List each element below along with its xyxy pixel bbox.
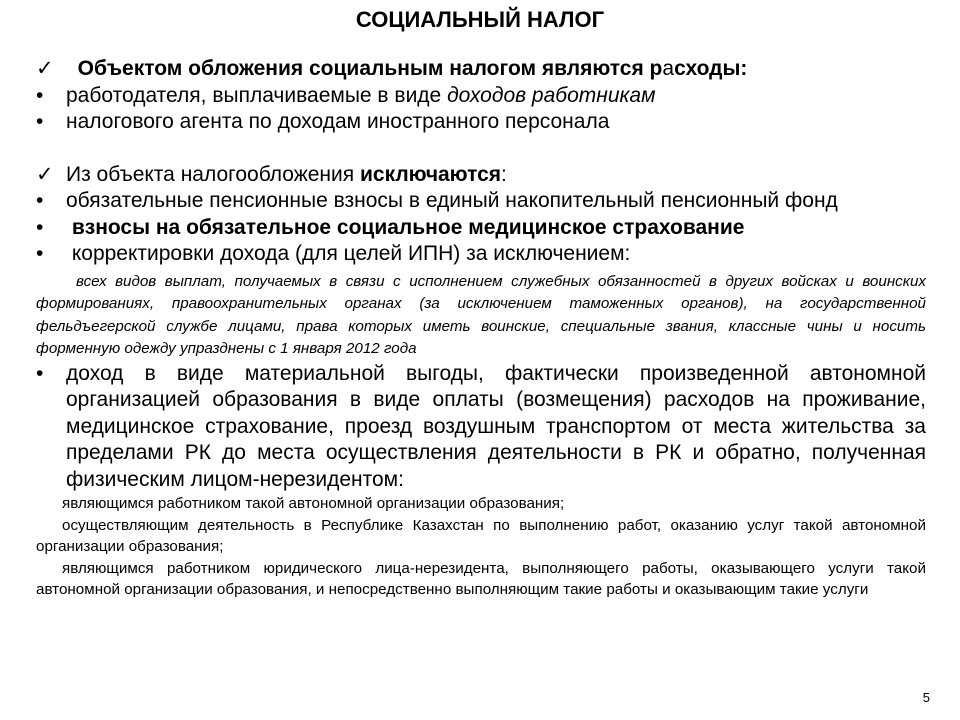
bullet-icon: • xyxy=(36,110,44,133)
list-item xyxy=(36,188,926,215)
sub-item-2: осуществляющим деятельность в Республике Казахстан по выполнению работ, оказанию услуг такой автономной организации образования; xyxy=(36,516,926,555)
section1-item1-plain: работодателя, выплачиваемые в виде xyxy=(66,83,448,107)
page-number: 5 xyxy=(922,690,930,705)
section1-heading-bold: Объектом обложения социальным налогом являются р xyxy=(77,57,663,80)
spacer xyxy=(36,136,926,162)
section2-heading-bold: исключаются xyxy=(359,162,502,186)
list-item xyxy=(36,215,926,242)
sub-item-3: являющимся работником юридического лица-нерезидента, выполняющего работы, оказывающего услуги такой автономной организации образования, и непосредственно выполняющим такие работы и оказывающим такие услуги xyxy=(36,559,926,598)
section1-heading xyxy=(36,56,926,83)
section2-item1: обязательные пенсионные взносы в единый накопительный пенсионный фонд xyxy=(66,189,838,212)
sub-item-1: являющимся работником такой автономной организации образования; xyxy=(62,495,565,512)
list-item xyxy=(36,109,926,136)
section2-heading-plain: Из объекта налогообложения xyxy=(66,162,360,186)
section2-heading xyxy=(36,162,926,189)
bullet-icon: • xyxy=(36,215,44,239)
bullet-icon: • xyxy=(36,83,44,107)
check-icon: ✓ xyxy=(36,57,54,80)
bullet-icon: • xyxy=(36,242,44,265)
section2-item2: взносы на обязательное социальное медицинское страхование xyxy=(71,215,745,239)
list-item xyxy=(36,83,926,110)
section1-heading-plain: а xyxy=(662,57,675,80)
bullet-icon: • xyxy=(36,189,44,212)
list-item xyxy=(36,361,926,494)
italic-note: всех видов выплат, получаемых в связи с исполнением служебных обязанностей в других войсках и воинских формированиях, правоохранительных органах (за исключением таможенных органов), на государственной фельдъегерской службе лицами, права которых иметь воинские, специальные звания, классные чины и носить форменную одежду упразднены с 1 января 2012 года xyxy=(36,272,926,357)
section2-item4: доход в виде материальной выгоды, фактически произведенной автономной организацией образования в виде оплаты (возмещения) расходов на проживание, медицинское страхование, проезд воздушным транспортом от места жительства за пределами РК до места осуществления деятельности в РК и обратно, полученная физическим лицом-нерезидентом: xyxy=(66,361,926,491)
check-icon: ✓ xyxy=(36,162,54,186)
slide-title: СОЦИАЛЬНЫЙ НАЛОГ xyxy=(355,7,605,32)
slide-content xyxy=(36,56,926,601)
section1-heading-bold-end: сходы: xyxy=(674,57,748,80)
section2-heading-end: : xyxy=(501,162,507,186)
bullet-icon: • xyxy=(36,361,44,385)
section1-item1-italic: доходов работникам xyxy=(447,83,656,107)
section2-item3: корректировки дохода (для целей ИПН) за исключением: xyxy=(71,242,631,265)
list-item xyxy=(36,241,926,268)
section1-item2: налогового агента по доходам иностранного персонала xyxy=(66,110,610,133)
